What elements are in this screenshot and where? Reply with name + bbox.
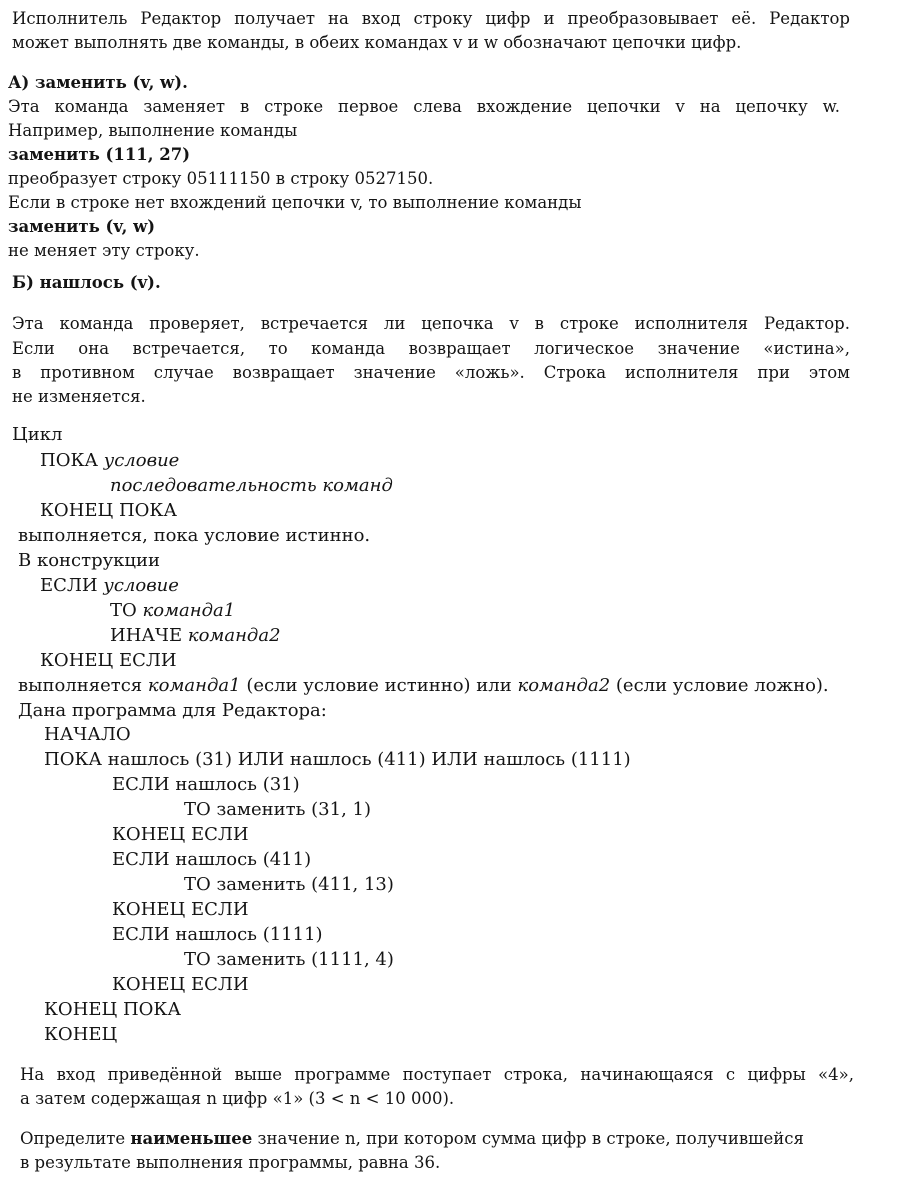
- branch-then-command: команда1: [142, 600, 236, 621]
- branch-else: [110, 625, 281, 647]
- program-line: ТО заменить (1111, 4): [184, 949, 394, 970]
- cmd-b-line-2: Если она встречается, то команда возвращает логическое значение «истина»,: [12, 339, 850, 358]
- program-line: НАЧАЛО: [44, 724, 131, 745]
- question-line-2: а затем содержащая n цифр «1» (3 < n < 10 000).: [20, 1089, 455, 1108]
- cmd-b-line-4: не изменяется.: [12, 387, 146, 406]
- loop-while-condition: условие: [103, 450, 180, 471]
- cmd-a-line-5: не меняет эту строку.: [8, 241, 200, 260]
- program-title: Дана программа для Редактора:: [18, 700, 327, 721]
- cmd-a-line-1: Эта команда заменяет в строке первое слева вхождение цепочки v на цепочку w.: [8, 97, 840, 116]
- branch-title: В конструкции: [18, 550, 161, 571]
- cmd-b-heading: Б) нашлось (v).: [12, 273, 161, 292]
- branch-note-pre: выполняется: [18, 675, 143, 696]
- program-line: ПОКА нашлось (31) ИЛИ нашлось (411) ИЛИ нашлось (1111): [44, 749, 631, 770]
- question-line-3-bold: наименьшее: [130, 1129, 253, 1148]
- program-line: ЕСЛИ нашлось (31): [112, 774, 300, 795]
- branch-if-keyword: ЕСЛИ: [40, 575, 98, 596]
- branch-then: [110, 600, 235, 622]
- branch-if: [40, 575, 179, 597]
- program-line: КОНЕЦ ЕСЛИ: [112, 899, 249, 920]
- cmd-a-line-4: Если в строке нет вхождений цепочки v, то выполнение команды: [8, 193, 582, 212]
- cmd-b-line-3: в противном случае возвращает значение «ложь». Строка исполнителя при этом: [12, 363, 850, 382]
- branch-note-cmd1: команда1: [147, 675, 241, 696]
- cmd-a-line-2: Например, выполнение команды: [8, 121, 298, 140]
- branch-if-condition: условие: [103, 575, 179, 596]
- cmd-a-example: заменить (111, 27): [8, 145, 191, 164]
- branch-note: [18, 675, 829, 697]
- loop-title: Цикл: [12, 424, 63, 445]
- branch-note-mid: (если условие истинно) или: [246, 675, 512, 696]
- loop-end: КОНЕЦ ПОКА: [40, 500, 177, 521]
- branch-else-command: команда2: [187, 625, 281, 646]
- branch-else-keyword: ИНАЧЕ: [110, 625, 183, 646]
- cmd-a-example-2: заменить (v, w): [8, 217, 156, 236]
- question-line-4: в результате выполнения программы, равна 36.: [20, 1153, 441, 1172]
- branch-then-keyword: ТО: [110, 600, 137, 621]
- branch-note-cmd2: команда2: [517, 675, 611, 696]
- question-line-3: [20, 1128, 804, 1150]
- cmd-a-heading: А) заменить (v, w).: [8, 73, 188, 92]
- program-line: ЕСЛИ нашлось (411): [112, 849, 312, 870]
- loop-note: выполняется, пока условие истинно.: [18, 525, 371, 546]
- question-line-3-post: значение n, при котором сумма цифр в строке, получившейся: [257, 1129, 804, 1148]
- intro-line-2: может выполнять две команды, в обеих командах v и w обозначают цепочки цифр.: [12, 33, 742, 52]
- loop-while: [40, 450, 179, 472]
- program-line: ЕСЛИ нашлось (1111): [112, 924, 323, 945]
- branch-note-post: (если условие ложно).: [615, 675, 829, 696]
- branch-end: КОНЕЦ ЕСЛИ: [40, 650, 177, 671]
- loop-while-keyword: ПОКА: [40, 450, 99, 471]
- question-line-3-pre: Определите: [20, 1129, 126, 1148]
- program-line: ТО заменить (411, 13): [184, 874, 394, 895]
- program-line: КОНЕЦ ПОКА: [44, 999, 181, 1020]
- intro-line-1: Исполнитель Редактор получает на вход строку цифр и преобразовывает её. Редактор: [12, 9, 850, 28]
- question-line-1: На вход приведённой выше программе поступает строка, начинающаяся с цифры «4»,: [20, 1065, 854, 1084]
- program-line: КОНЕЦ: [44, 1024, 118, 1045]
- cmd-a-line-3: преобразует строку 05111150 в строку 0527150.: [8, 169, 434, 188]
- program-line: ТО заменить (31, 1): [184, 799, 372, 820]
- program-line: КОНЕЦ ЕСЛИ: [112, 974, 249, 995]
- program-line: КОНЕЦ ЕСЛИ: [112, 824, 249, 845]
- loop-body: последовательность команд: [110, 475, 393, 496]
- cmd-b-line-1: Эта команда проверяет, встречается ли цепочка v в строке исполнителя Редактор.: [12, 314, 850, 333]
